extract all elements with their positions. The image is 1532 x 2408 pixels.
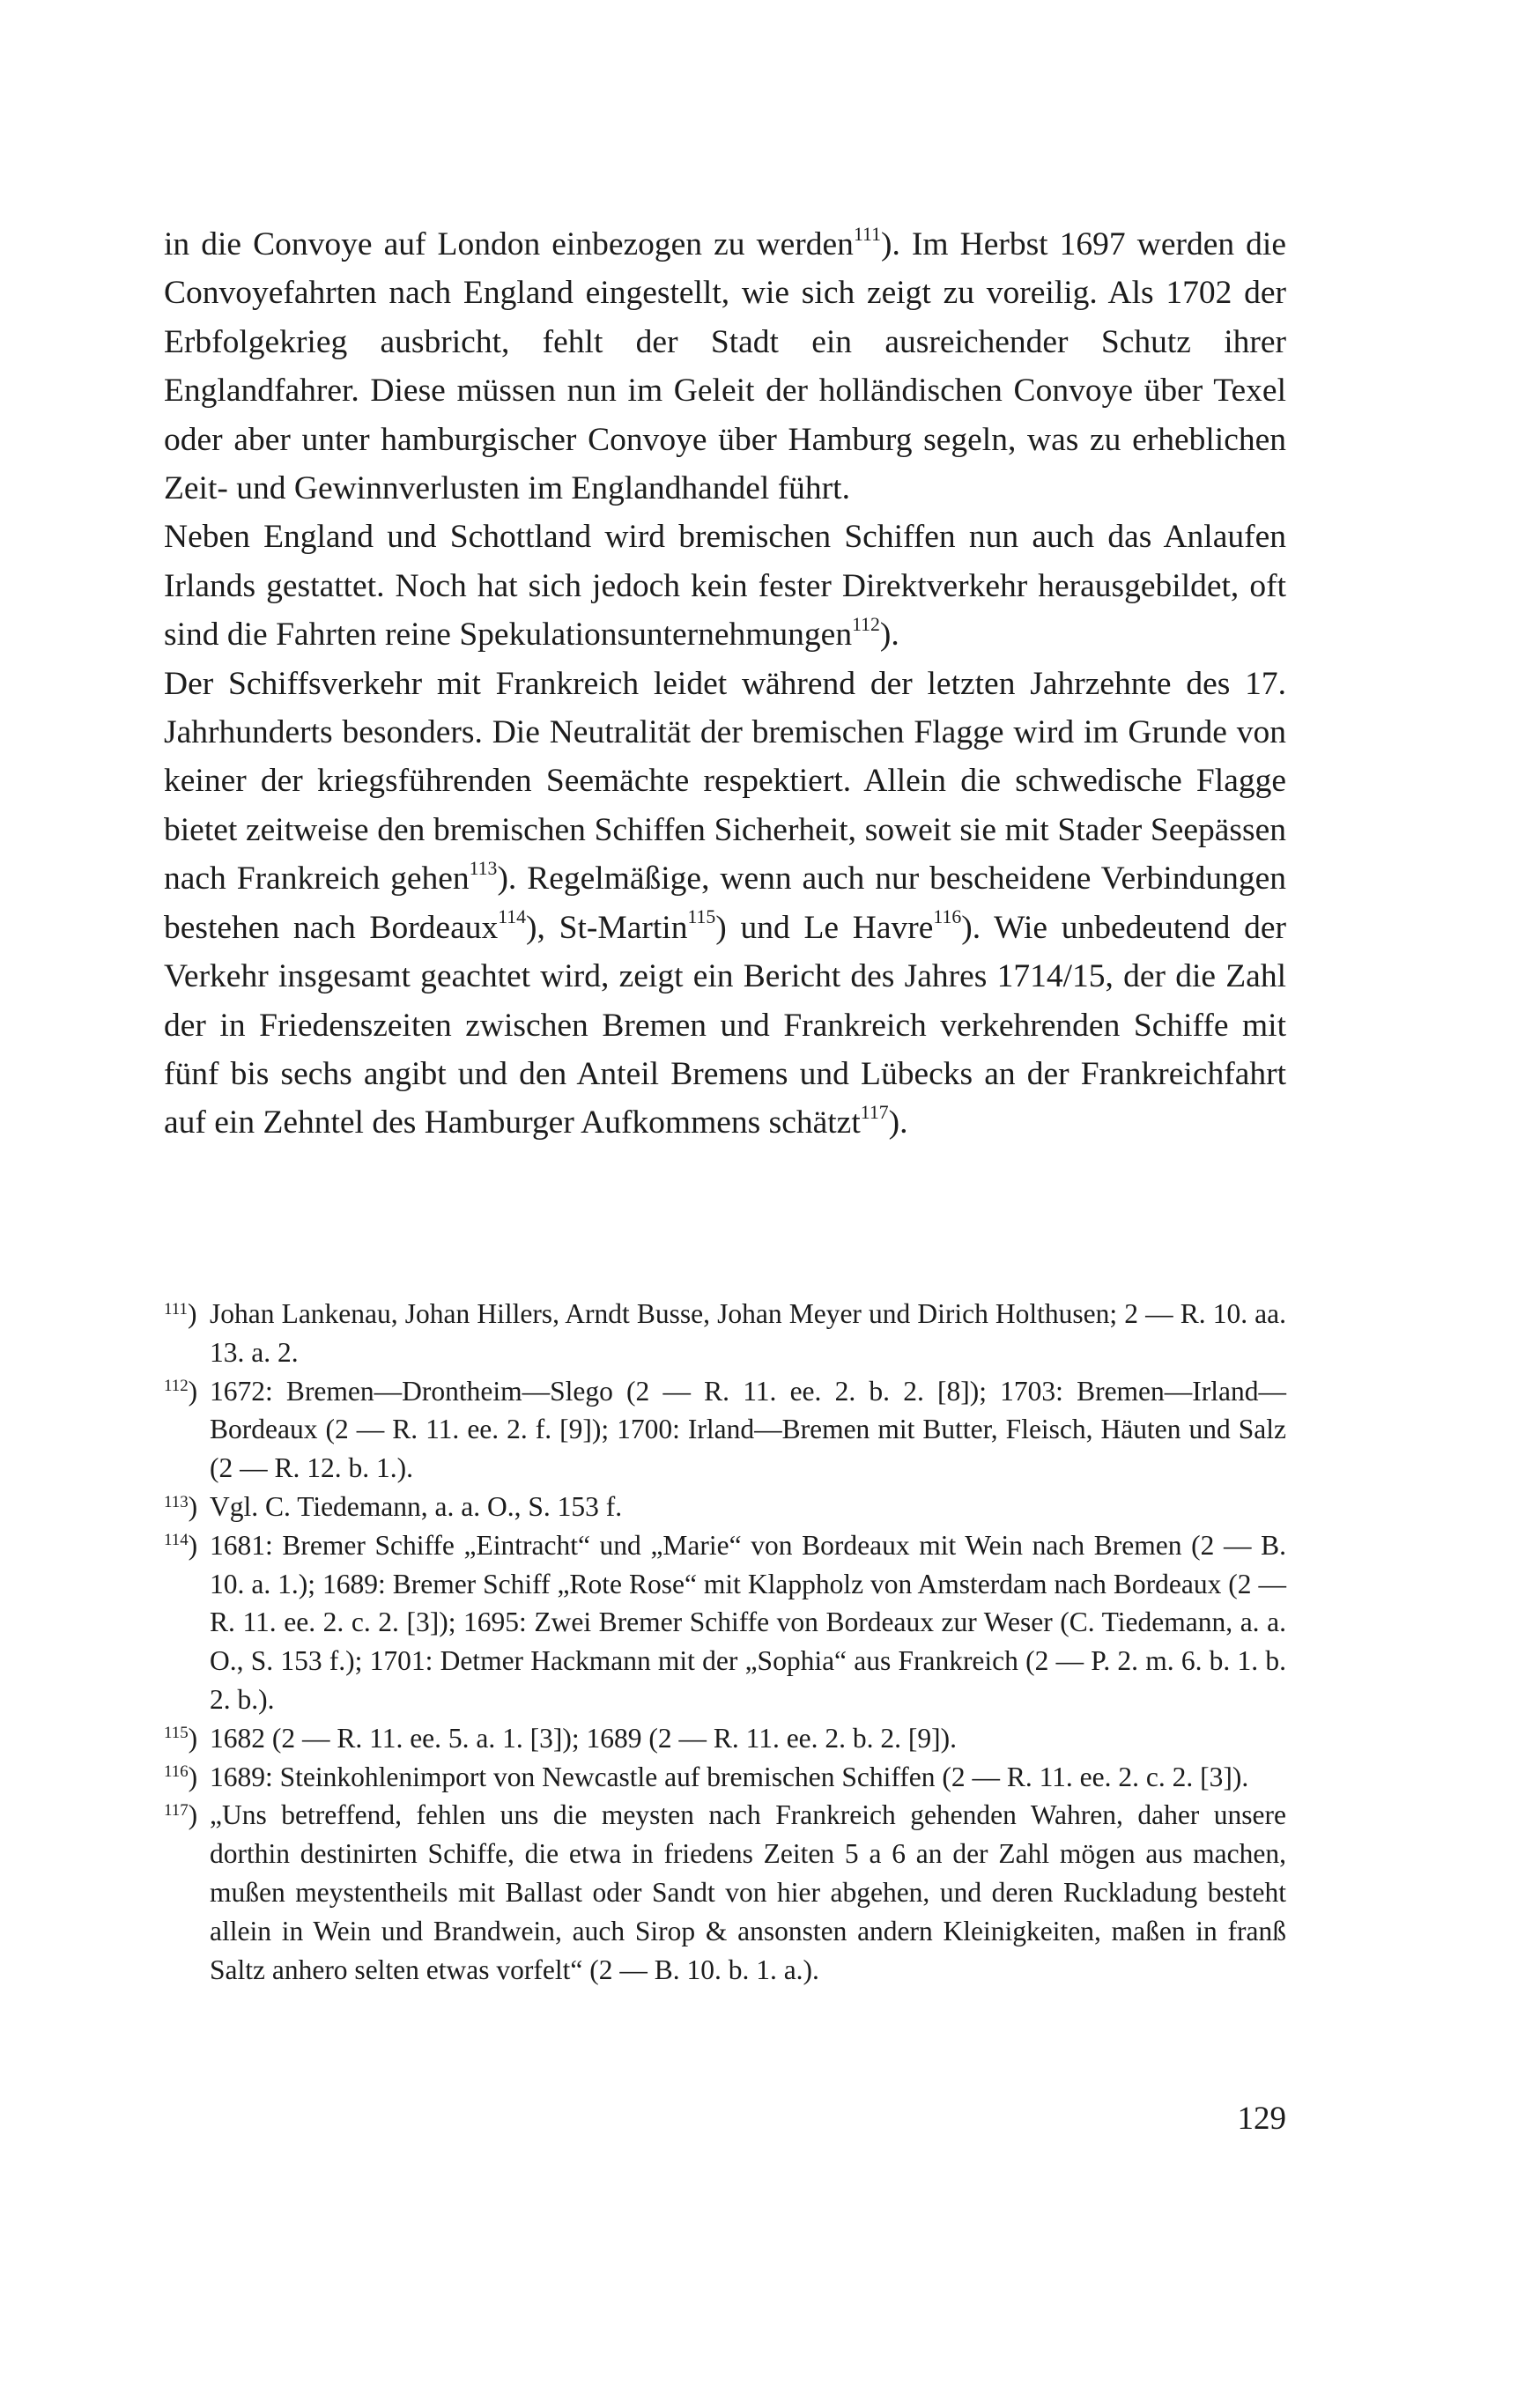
main-text — [164, 220, 1286, 1148]
footnote-number: $^{114}$) — [164, 1529, 198, 1561]
footnote-ref-115[interactable]: 115 — [687, 906, 716, 928]
footnote-114: $^{114}$) 1681: Bremer Schiffe „Eintracht“ und „Marie“ von Bordeaux mit Wein nach Bremen (2 — B. 10. a. 1.); 1689: Bremer Schiff „Rote Rose“ mit Klappholz von Amsterdam nach Bordeaux (2 — R. 11. ee. 2. c. 2. [3]); 1695: Zwei Bremer Schiffe von Bordeaux zur Weser (C. Tiedemann, a. a. O., S. 153 f.); 1701: Detmer Hackmann mit der „Sophia“ aus Frankreich (2 — P. 2. m. 6. b. 1. b. 2. b.). — [164, 1526, 1286, 1719]
footnote-ref-111[interactable]: 111 — [853, 223, 881, 245]
paragraph-1: in die Convoye auf London einbezogen zu werden$^{111}$). Im Herbst 1697 werden die Convoyefahrten nach England eingestellt, wie sich zeigt zu voreilig. Als 1702 der Erbfolgekrieg ausbricht, fehlt der Stadt ein ausreichender Schutz ihrer Englandfahrer. Diese müssen nun im Geleit der holländischen Convoye über Texel oder aber unter hamburgischer Convoye über Hamburg segeln, was zu erheblichen Zeit- und Gewinnverlusten im Englandhandel führt. — [164, 223, 1286, 507]
footnote-ref-113[interactable]: 113 — [469, 857, 498, 879]
footnote-number: $^{111}$) — [164, 1298, 197, 1329]
footnote-ref-117[interactable]: 117 — [860, 1102, 889, 1123]
footnote-112: $^{112}$) 1672: Bremen—Drontheim—Slego (2 — R. 11. ee. 2. b. 2. [8]); 1703: Bremen—Irland—Bordeaux (2 — R. 11. ee. 2. f. [9]); 1700: Irland—Bremen mit Butter, Fleisch, Häuten und Salz (2 — R. 12. b. 1.). — [164, 1372, 1286, 1488]
footnote-111: $^{111}$) Johan Lankenau, Johan Hillers, Arndt Busse, Johan Meyer und Dirich Holthusen; 2 — R. 10. aa. 13. a. 2. — [164, 1295, 1286, 1372]
footnote-ref-114[interactable]: 114 — [498, 906, 527, 928]
footnote-113: $^{113}$) Vgl. C. Tiedemann, a. a. O., S. 153 f. — [164, 1488, 1286, 1526]
footnote-116: $^{116}$) 1689: Steinkohlenimport von Newcastle auf bremischen Schiffen (2 — R. 11. ee. 2. c. 2. [3]). — [164, 1758, 1286, 1797]
footnote-number: $^{116}$) — [164, 1761, 198, 1792]
footnote-number: $^{113}$) — [164, 1490, 198, 1522]
footnote-number: $^{112}$) — [164, 1375, 198, 1407]
footnote-number: $^{115}$) — [164, 1722, 198, 1754]
footnotes — [164, 1295, 1286, 1989]
footnote-ref-116[interactable]: 116 — [933, 906, 962, 928]
paragraph-3: Der Schiffsverkehr mit Frankreich leidet während der letzten Jahrzehnte des 17. Jahrhunderts besonders. Die Neutralität der bremischen Flagge wird im Grunde von keiner der kriegsführenden Seemächte respektiert. Allein die schwedische Flagge bietet zeitweise den bremischen Schiffen Sicherheit, soweit sie mit Stader Seepässen nach Frankreich gehen$^{113}$). Regelmäßige, wenn auch nur bescheidene Verbindungen bestehen nach Bordeaux$^{114}$), St-Martin$^{115}$) und Le Havre$^{116}$). Wie unbedeutend der Verkehr insgesamt geachtet wird, zeigt ein Bericht des Jahres 1714/15, der die Zahl der in Friedenszeiten zwischen Bremen und Frankreich verkehrenden Schiffe mit fünf bis sechs angibt und den Anteil Bremens und Lübecks an der Frankreichfahrt auf ein Zehntel des Hamburger Aufkommens schätzt$^{117}$). — [164, 665, 1286, 1141]
footnote-115: $^{115}$) 1682 (2 — R. 11. ee. 5. a. 1. [3]); 1689 (2 — R. 11. ee. 2. b. 2. [9]). — [164, 1719, 1286, 1758]
footnote-ref-112[interactable]: 112 — [852, 613, 880, 635]
footnote-number: $^{117}$) — [164, 1799, 198, 1831]
paragraph-2: Neben England und Schottland wird bremischen Schiffen nun auch das Anlaufen Irlands gestattet. Noch hat sich jedoch kein fester Direktverkehr herausgebildet, oft sind die Fahrten reine Spekulationsunternehmungen$^{112}$). — [164, 519, 1286, 654]
footnote-117: $^{117}$) „Uns betreffend, fehlen uns die meysten nach Frankreich gehenden Wahren, daher unsere dorthin destinirten Schiffe, die etwa in friedens Zeiten 5 a 6 an der Zahl mögen aus machen, mußen meystentheils mit Ballast oder Sandt von hier abgehen, und deren Ruckladung besteht allein in Wein und Brandwein, auch Sirop & ansonsten andern Kleinigkeiten, maßen in franß Saltz anhero selten etwas vorfelt“ (2 — B. 10. b. 1. a.). — [164, 1796, 1286, 1989]
page-number: 129 — [1237, 2101, 1286, 2137]
